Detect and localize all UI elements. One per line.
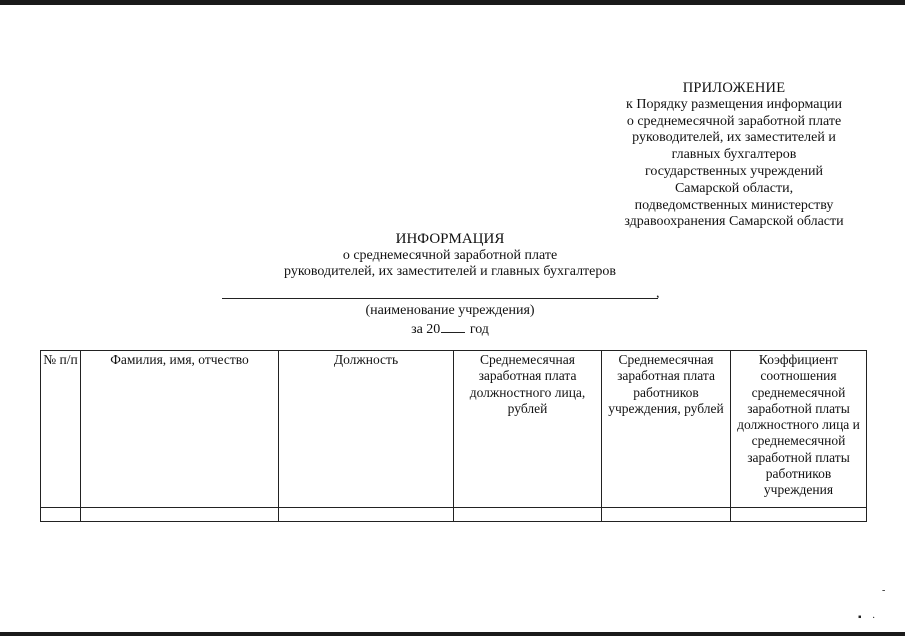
scan-speck: - bbox=[882, 585, 886, 596]
organization-name-line[interactable] bbox=[222, 298, 658, 299]
scan-border-top bbox=[0, 0, 905, 5]
table-row bbox=[41, 508, 867, 522]
year-prefix: за 20 bbox=[411, 322, 441, 337]
column-header-full-name: Фамилия, имя, отчество bbox=[81, 351, 279, 508]
organization-name-comma: , bbox=[656, 286, 660, 301]
year-line bbox=[230, 320, 670, 338]
appendix-line: Самарской области, bbox=[674, 180, 794, 196]
table-header-row bbox=[41, 351, 867, 508]
table-cell[interactable] bbox=[81, 508, 279, 522]
document-title: ИНФОРМАЦИЯ bbox=[395, 231, 505, 247]
table-cell[interactable] bbox=[602, 508, 731, 522]
column-header-number: № п/п bbox=[41, 351, 81, 508]
appendix-line: главных бухгалтеров bbox=[671, 147, 797, 163]
column-header-ratio: Коэффициент соотношения среднемесячной заработной платы должностного лица и среднемесячной заработной платы работников учреждения bbox=[731, 351, 867, 508]
appendix-heading: ПРИЛОЖЕНИЕ bbox=[682, 80, 786, 96]
document-subtitle: руководителей, их заместителей и главных бухгалтеров bbox=[284, 264, 616, 279]
appendix-line: подведомственных министерству bbox=[634, 197, 834, 213]
scan-speck: · bbox=[872, 613, 876, 624]
appendix-block bbox=[605, 80, 863, 231]
year-suffix: год bbox=[469, 322, 489, 337]
appendix-line: государственных учреждений bbox=[645, 163, 823, 179]
column-header-position: Должность bbox=[279, 351, 454, 508]
table-cell[interactable] bbox=[454, 508, 602, 522]
scan-border-bottom bbox=[0, 632, 905, 636]
organization-name-caption: (наименование учреждения) bbox=[365, 303, 535, 318]
table-cell[interactable] bbox=[731, 508, 867, 522]
table-cell[interactable] bbox=[279, 508, 454, 522]
column-header-staff-salary: Среднемесячная заработная плата работников учреждения, рублей bbox=[602, 351, 731, 508]
appendix-line: к Порядку размещения информации bbox=[626, 96, 842, 112]
appendix-line: о среднемесячной заработной плате bbox=[626, 113, 842, 129]
scan-speck: ▪ bbox=[858, 612, 862, 623]
info-block bbox=[230, 231, 670, 281]
appendix-line: руководителей, их заместителей и bbox=[632, 130, 836, 146]
column-header-official-salary: Среднемесячная заработная плата должностного лица, рублей bbox=[454, 351, 602, 508]
table-cell[interactable] bbox=[41, 508, 81, 522]
document-subtitle: о среднемесячной заработной плате bbox=[342, 247, 558, 263]
salary-table bbox=[40, 350, 867, 522]
year-blank-field[interactable] bbox=[441, 320, 465, 333]
appendix-line: здравоохранения Самарской области bbox=[624, 214, 844, 230]
